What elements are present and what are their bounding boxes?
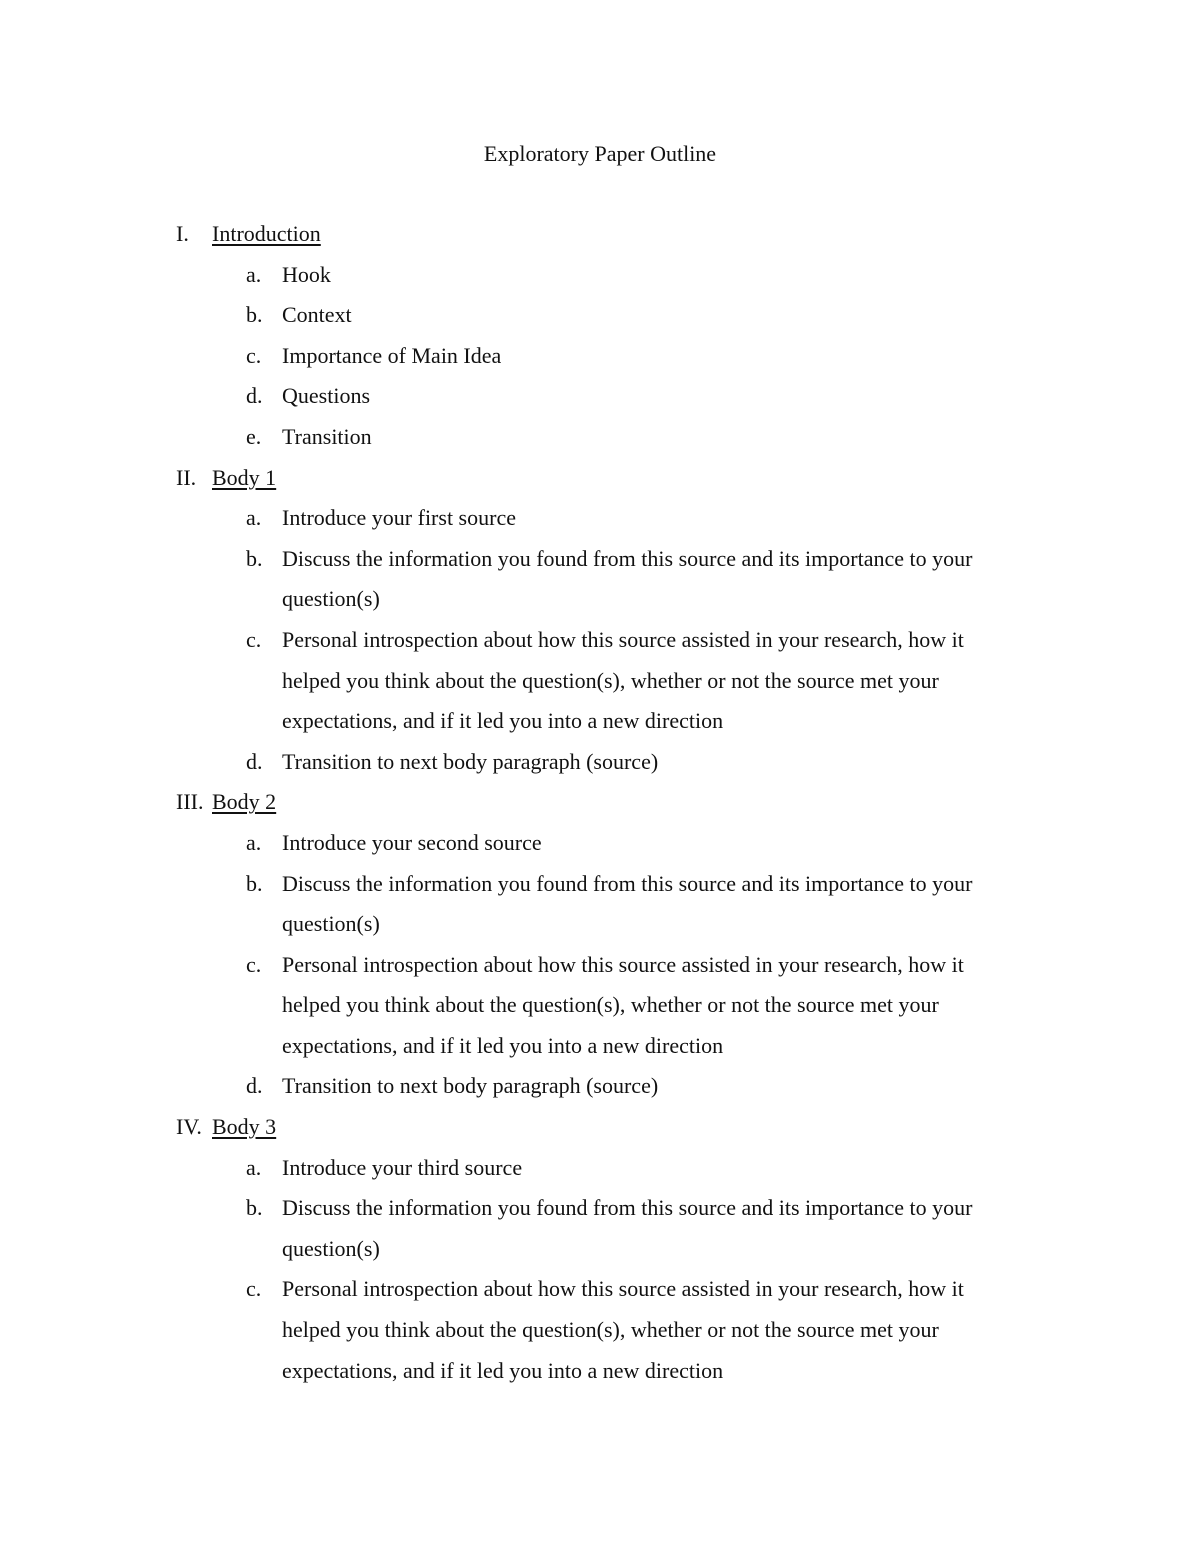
outline-item (246, 864, 1046, 945)
item-letter: a. (246, 261, 262, 287)
section-title: Body 3 (212, 1114, 277, 1140)
item-text: Transition to next body paragraph (source) (282, 1073, 659, 1099)
section-body-2 (176, 782, 1046, 1107)
section-title: Body 2 (212, 789, 277, 815)
outline-item (246, 1269, 1046, 1391)
item-letter: a. (246, 505, 262, 531)
item-letter: d. (246, 383, 263, 409)
section-numeral: I. (176, 221, 189, 246)
section-heading (176, 1107, 1046, 1148)
section-numeral: IV. (176, 1114, 202, 1140)
section-introduction (176, 214, 1046, 458)
item-text: Transition (282, 423, 372, 449)
section-heading (176, 214, 1046, 255)
item-letter: c. (246, 951, 262, 977)
item-text: Introduce your first source (282, 505, 516, 531)
item-letter: a. (246, 1154, 262, 1180)
section-body-1 (176, 458, 1046, 783)
item-text: Discuss the information you found from this source and its importance to your question(s) (282, 1195, 973, 1261)
section-title: Body 1 (212, 464, 277, 490)
outline-item (246, 945, 1046, 1067)
outline-item (246, 620, 1046, 742)
item-letter: a. (246, 829, 262, 855)
outline-item (246, 742, 1046, 783)
item-text: Hook (282, 261, 331, 287)
item-text: Questions (282, 383, 370, 409)
item-letter: b. (246, 870, 263, 896)
item-text: Personal introspection about how this source assisted in your research, how it helped you think about the question(s), whether or not the source met your expectations, and if it led you into a new direction (282, 626, 964, 734)
section-numeral: III. (176, 789, 204, 815)
item-text: Personal introspection about how this source assisted in your research, how it helped you think about the question(s), whether or not the source met your expectations, and if it led you into a new direction (282, 951, 964, 1058)
item-letter: d. (246, 1073, 263, 1099)
item-text: Transition to next body paragraph (source) (282, 748, 659, 774)
section-heading (176, 458, 1046, 499)
item-text: Discuss the information you found from this source and its importance to your question(s) (282, 545, 973, 612)
section-heading (176, 782, 1046, 823)
section-numeral: II. (176, 464, 197, 490)
outline-item (246, 1188, 1046, 1269)
item-text: Introduce your second source (282, 829, 542, 855)
item-letter: e. (246, 423, 262, 449)
section-title: Introduction (212, 221, 321, 246)
outline (176, 214, 1046, 1391)
item-letter: c. (246, 626, 262, 652)
item-letter: b. (246, 545, 263, 571)
outline-item (246, 336, 1046, 377)
item-letter: b. (246, 302, 263, 328)
outline-item (246, 823, 1046, 864)
item-text: Personal introspection about how this source assisted in your research, how it helped you think about the question(s), whether or not the source met your expectations, and if it led you into a new direction (282, 1276, 964, 1383)
document-title: Exploratory Paper Outline (483, 141, 717, 166)
outline-item (246, 539, 1046, 620)
item-letter: c. (246, 1276, 262, 1302)
outline-item (246, 1148, 1046, 1189)
item-letter: d. (246, 748, 263, 774)
outline-item (246, 1066, 1046, 1107)
item-letter: b. (246, 1195, 263, 1221)
outline-item (246, 295, 1046, 336)
outline-item (246, 376, 1046, 417)
outline-item (246, 498, 1046, 539)
item-text: Introduce your third source (282, 1154, 523, 1180)
section-body-3 (176, 1107, 1046, 1391)
item-text: Context (282, 302, 352, 328)
item-letter: c. (246, 342, 262, 368)
item-text: Importance of Main Idea (282, 342, 502, 368)
item-text: Discuss the information you found from this source and its importance to your question(s) (282, 870, 973, 937)
outline-item (246, 417, 1046, 458)
outline-item (246, 255, 1046, 296)
